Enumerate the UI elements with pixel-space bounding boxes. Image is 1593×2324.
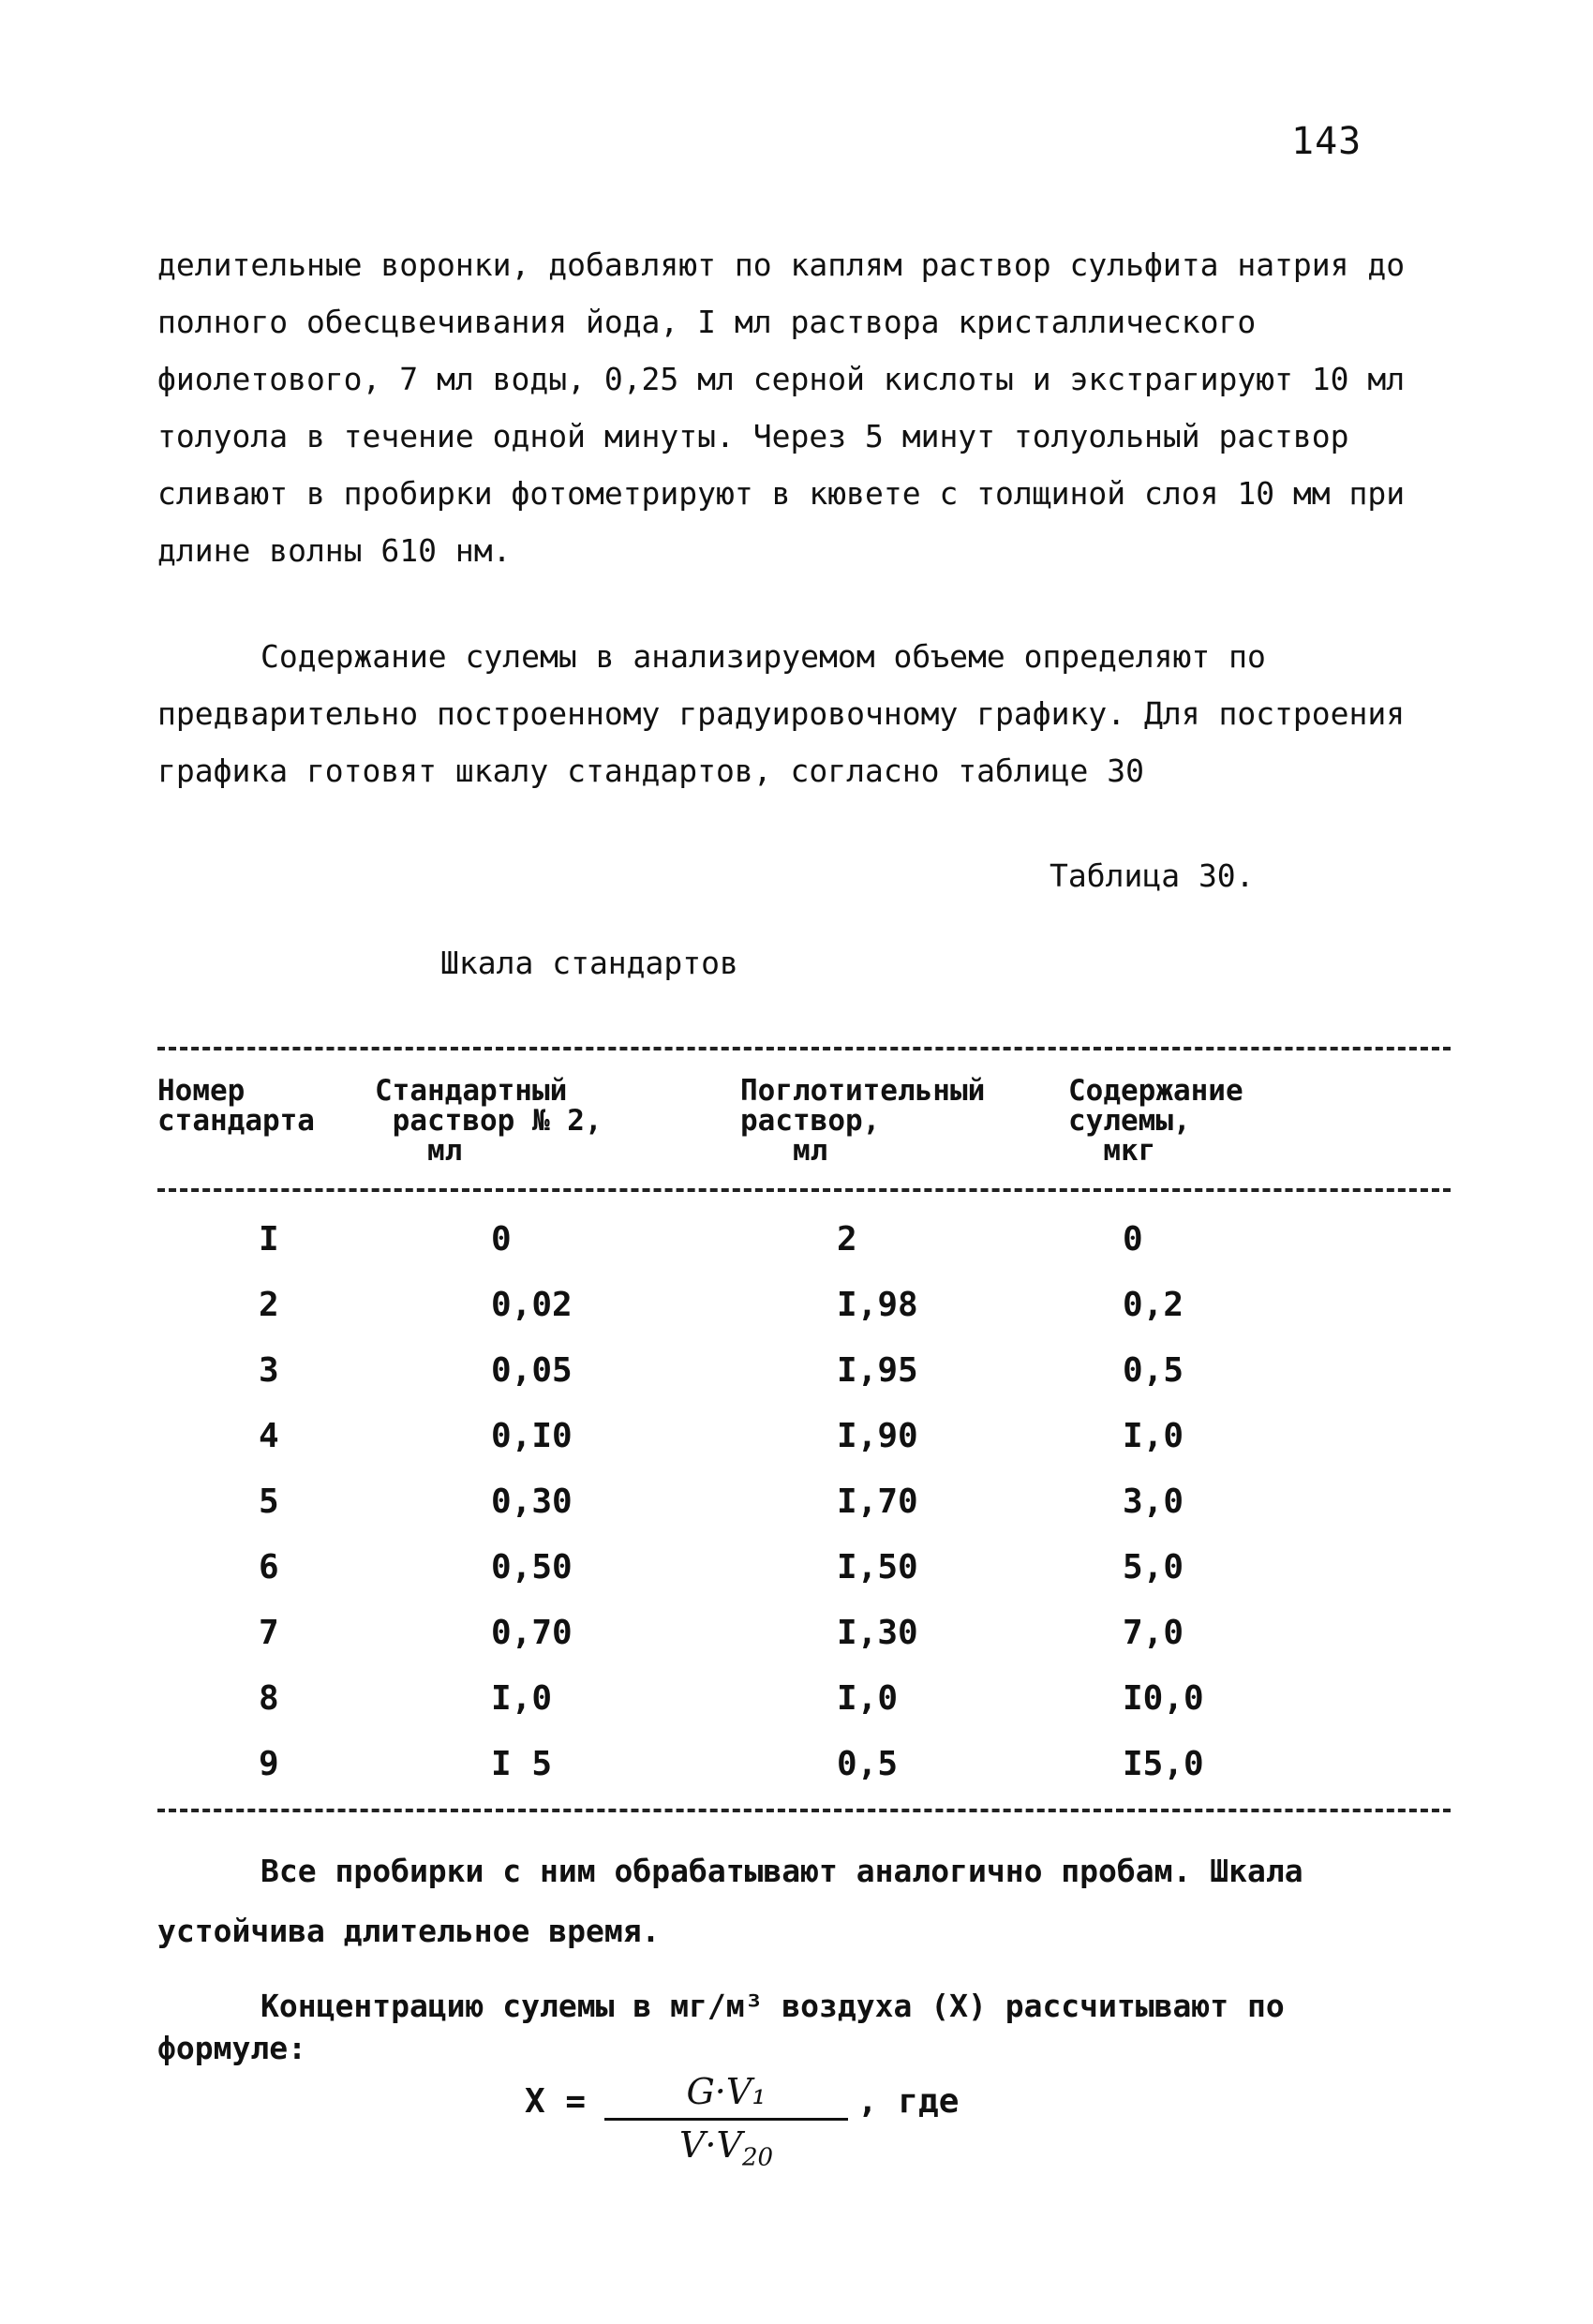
cell-standard-number: 4 xyxy=(259,1417,279,1455)
formula-fraction xyxy=(604,2071,848,2172)
header-absorbing-solution: Поглотительный раствор, мл xyxy=(740,1074,986,1168)
cell-sublimate-content: I,0 xyxy=(1123,1417,1184,1455)
cell-standard-solution: 0,I0 xyxy=(491,1417,573,1455)
paragraph-formula-intro xyxy=(157,2019,1432,2077)
formula-suffix: , где xyxy=(857,2082,960,2121)
paragraph-concentration-text: Концентрацию сулемы в мг/м³ воздуха (X) рассчитывают по xyxy=(261,1988,1285,2024)
paragraph-formula-intro-text: формуле: xyxy=(157,2030,306,2066)
cell-absorbing-solution: I,0 xyxy=(837,1679,899,1718)
formula-denominator-base: V·V xyxy=(678,2124,742,2166)
formula-denominator-subscript: 20 xyxy=(741,2143,774,2172)
page-number: 143 xyxy=(1291,120,1362,163)
cell-standard-number: 3 xyxy=(259,1351,279,1390)
cell-sublimate-content: 0,2 xyxy=(1123,1286,1184,1324)
paragraph-procedure xyxy=(157,236,1432,579)
table-header-rule xyxy=(157,1188,1451,1192)
cell-sublimate-content: 7,0 xyxy=(1123,1614,1184,1652)
cell-absorbing-solution: I,70 xyxy=(837,1482,918,1521)
table-bottom-rule xyxy=(157,1809,1451,1812)
table-row xyxy=(0,1220,1593,1286)
paragraph-calibration xyxy=(157,628,1432,799)
table-number: Таблица 30. xyxy=(1050,857,1255,894)
cell-standard-number: I xyxy=(259,1220,279,1259)
header-standard-solution: Стандартный раствор № 2, мл xyxy=(375,1074,603,1168)
formula-numerator: G·V₁ xyxy=(686,2071,767,2112)
cell-standard-number: 6 xyxy=(259,1548,279,1587)
cell-standard-solution: 0,30 xyxy=(491,1482,573,1521)
cell-sublimate-content: I0,0 xyxy=(1123,1679,1204,1718)
table-top-rule xyxy=(157,1047,1451,1050)
paragraph-scale-stability xyxy=(157,1841,1432,1961)
cell-standard-number: 9 xyxy=(259,1745,279,1783)
paragraph-procedure-text: делительные воронки, добавляют по каплям раствор сульфита натрия до полного обесцвечивания йода, I мл раствора кристаллического фиолетового, 7 мл воды, 0,25 мл серной кислоты и экстрагируют 10 мл толуола в течение одной минуты. Через 5 минут толуольный раствор сливают в пробирки фотометрируют в кювете с толщиной слоя 10 мм при длине волны 610 нм. xyxy=(157,246,1406,569)
cell-standard-solution: I,0 xyxy=(491,1679,553,1718)
table-row xyxy=(0,1286,1593,1351)
concentration-formula xyxy=(525,2071,993,2212)
table-row xyxy=(0,1548,1593,1614)
cell-absorbing-solution: I,98 xyxy=(837,1286,918,1324)
table-row xyxy=(0,1679,1593,1745)
table-row xyxy=(0,1351,1593,1417)
cell-absorbing-solution: 0,5 xyxy=(837,1745,899,1783)
table-row xyxy=(0,1614,1593,1679)
cell-absorbing-solution: I,95 xyxy=(837,1351,918,1390)
paragraph-calibration-text: Содержание сулемы в анализируемом объеме определяют по предварительно построенному градуировочному графику. Для построения графика готовят шкалу стандартов, согласно таблице 30 xyxy=(157,638,1406,789)
cell-standard-solution: 0 xyxy=(491,1220,512,1259)
cell-absorbing-solution: 2 xyxy=(837,1220,857,1259)
cell-absorbing-solution: I,90 xyxy=(837,1417,918,1455)
cell-absorbing-solution: I,50 xyxy=(837,1548,918,1587)
cell-standard-number: 2 xyxy=(259,1286,279,1324)
header-sublimate-content: Содержание сулемы, мкг xyxy=(1068,1074,1243,1168)
table-title: Шкала стандартов xyxy=(440,945,738,981)
cell-sublimate-content: 3,0 xyxy=(1123,1482,1184,1521)
table-body xyxy=(0,1220,1593,1810)
cell-standard-number: 7 xyxy=(259,1614,279,1652)
cell-standard-solution: 0,70 xyxy=(491,1614,573,1652)
table-row xyxy=(0,1745,1593,1810)
header-standard-number: Номер стандарта xyxy=(157,1074,315,1138)
cell-absorbing-solution: I,30 xyxy=(837,1614,918,1652)
fraction-bar xyxy=(604,2118,848,2121)
cell-sublimate-content: 0 xyxy=(1123,1220,1143,1259)
table-row xyxy=(0,1417,1593,1482)
formula-denominator xyxy=(604,2124,848,2172)
cell-standard-number: 5 xyxy=(259,1482,279,1521)
cell-sublimate-content: 0,5 xyxy=(1123,1351,1184,1390)
cell-standard-solution: I 5 xyxy=(491,1745,553,1783)
cell-sublimate-content: I5,0 xyxy=(1123,1745,1204,1783)
formula-lhs: X = xyxy=(525,2082,587,2121)
cell-sublimate-content: 5,0 xyxy=(1123,1548,1184,1587)
cell-standard-number: 8 xyxy=(259,1679,279,1718)
cell-standard-solution: 0,02 xyxy=(491,1286,573,1324)
cell-standard-solution: 0,05 xyxy=(491,1351,573,1390)
cell-standard-solution: 0,50 xyxy=(491,1548,573,1587)
table-row xyxy=(0,1482,1593,1548)
paragraph-scale-stability-text: Все пробирки с ним обрабатывают аналогично пробам. Шкала устойчива длительное время. xyxy=(157,1853,1303,1949)
